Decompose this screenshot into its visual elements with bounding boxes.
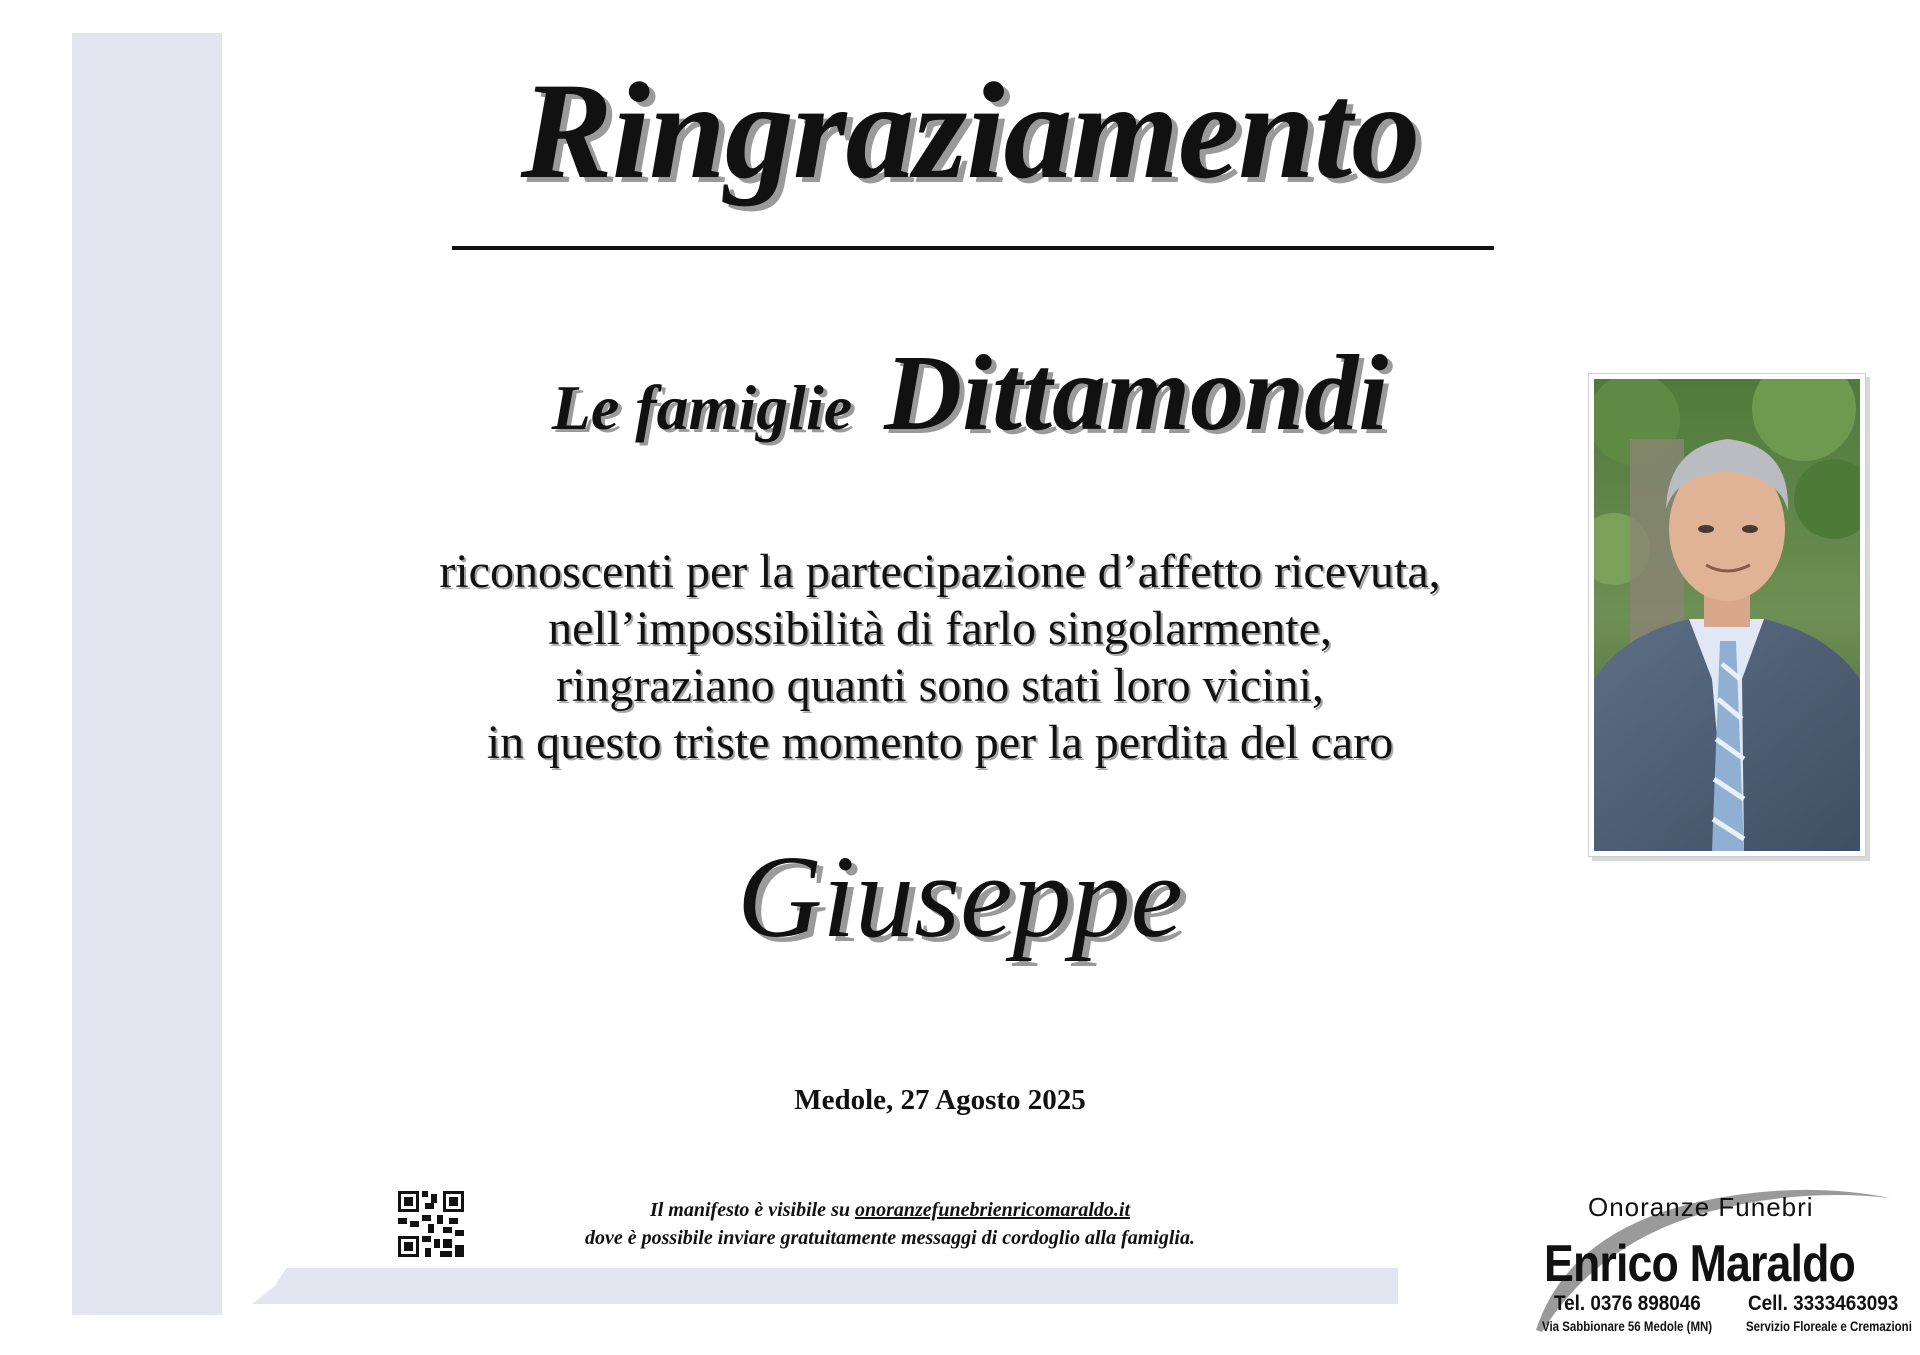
logo-name: Enrico Maraldo [1544, 1235, 1856, 1293]
family-heading [440, 334, 1500, 453]
page-title: Ringraziamento [520, 54, 1420, 207]
bottom-decorative-band [252, 1268, 1398, 1304]
side-decorative-band [72, 33, 222, 1315]
notice-line-2: dove è possibile inviare gratuitamente messaggi di cordoglio alla famiglia. [585, 1227, 1195, 1249]
message-line-2: nell’impossibilità di farlo singolarmente, [548, 602, 1332, 655]
logo-phone: Tel. 0376 898046 [1554, 1292, 1701, 1315]
family-intro: Le famiglie [551, 372, 853, 443]
thanks-message [360, 543, 1520, 771]
logo-address: Via Sabbionare 56 Medole (MN) [1542, 1318, 1713, 1334]
logo-mobile: Cell. 3333463093 [1748, 1292, 1899, 1315]
website-link[interactable]: onoranzefunebrienricomaraldo.it [854, 1199, 1131, 1221]
family-surname: Dittamondi [884, 334, 1389, 453]
funeral-home-logo [1528, 1172, 1920, 1342]
deceased-name: Giuseppe [737, 831, 1183, 962]
message-line-4: in questo triste momento per la perdita del caro [486, 716, 1394, 769]
notice-line-1 [470, 1196, 1310, 1224]
deceased-photo [1588, 373, 1866, 857]
message-line-1: riconoscenti per la partecipazione d’affetto ricevuta, [439, 545, 1441, 598]
portrait-image [1594, 379, 1860, 851]
logo-services: Servizio Floreale e Cremazioni [1746, 1318, 1912, 1334]
online-notice [470, 1196, 1310, 1252]
place-date: Medole, 27 Agosto 2025 [794, 1084, 1086, 1116]
message-line-3: ringraziano quanti sono stati loro vicini, [556, 659, 1324, 712]
logo-tagline: Onoranze Funebri [1588, 1192, 1814, 1222]
qr-code-icon[interactable] [398, 1191, 464, 1257]
notice-prefix: Il manifesto è visibile su [649, 1199, 850, 1221]
title-divider [452, 246, 1494, 250]
